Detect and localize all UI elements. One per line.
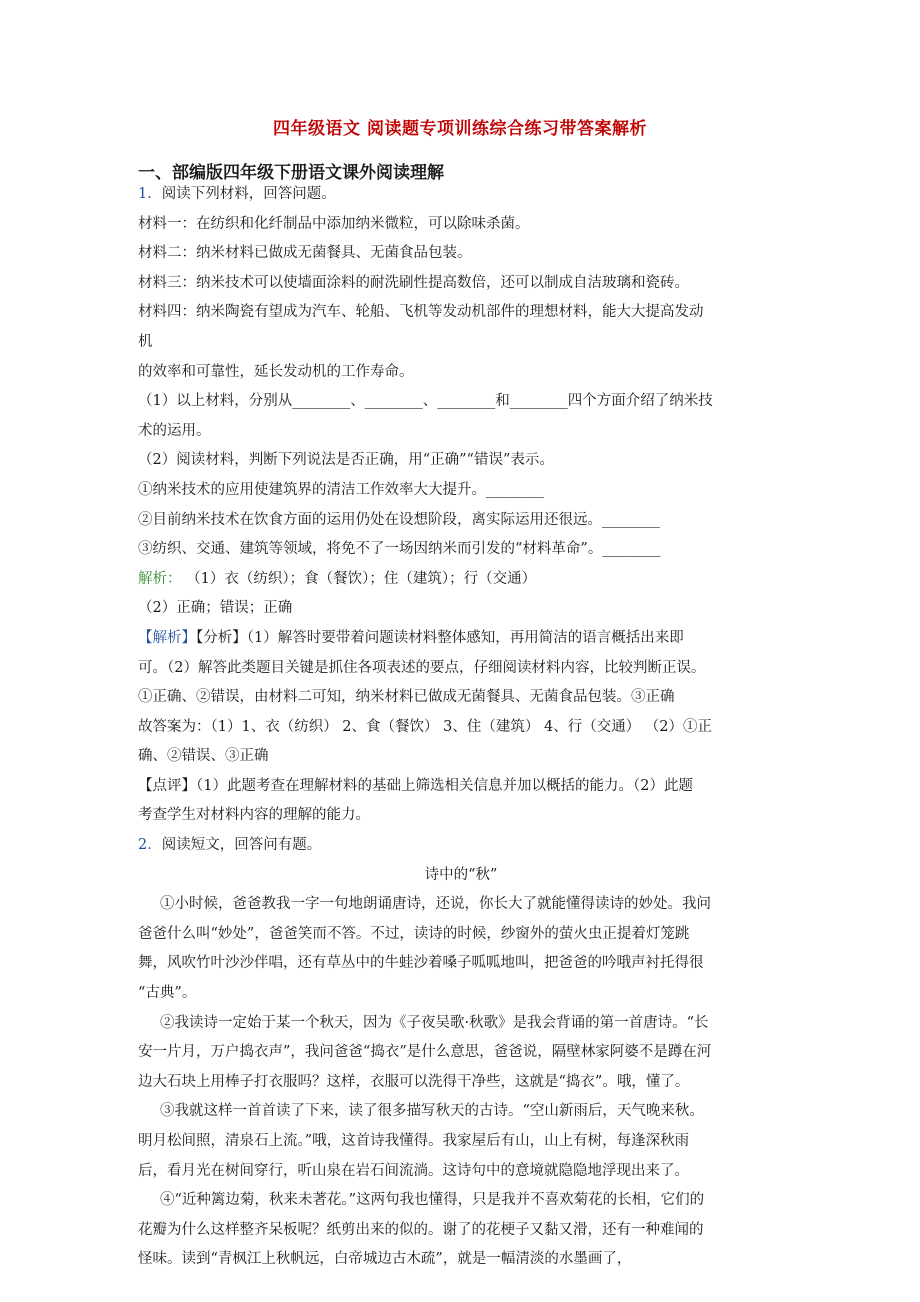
material-4-line-1: 材料四：纳米陶瓷有望成为汽车、轮船、飞机等发动机部件的理想材料，能大大提高发动 [138, 304, 704, 321]
answer-line-1 [138, 565, 784, 595]
question-1-stem [138, 180, 784, 210]
comment-line-2: 考查学生对材料内容的理解的能力。 [138, 807, 370, 824]
answer-line-2: （2）正确；错误；正确 [138, 600, 293, 617]
analysis-line-1 [138, 624, 784, 654]
analysis-text: 【分析】（1）解答时要带着问题读材料整体感知，再用简洁的语言概括出来即 [196, 629, 684, 646]
material-4-line-2: 机 [138, 333, 153, 350]
paragraph-2-line-1: ②我读诗一定始于某一个秋天，因为《子夜吴歌·秋歌》是我会背诵的第一首唐诗。“长 [160, 1014, 709, 1031]
question-number: 1． [138, 186, 162, 202]
analysis-line-3: ①正确、②错误，由材料二可知，纳米材料已做成无菌餐具、无菌食品包装。③正确 [138, 689, 675, 706]
paragraph-4-line-2: 花瓣为什么这样整齐呆板呢？纸剪出来的似的。谢了的花梗子又黏又滑，还有一种难闻的 [138, 1221, 704, 1238]
paragraph-4-line-3: 怪味。读到“青枫江上秋帆远，白帝城边古木疏”，就是一幅清淡的水墨画了， [138, 1251, 632, 1268]
document-body [138, 180, 784, 1275]
paragraph-1-line-2: 爸爸什么叫“妙处”，爸爸笑而不答。不过，读诗的时候，纱窗外的萤火虫正提着灯笼跳 [138, 925, 690, 942]
judge-item-3: ③纺织、交通、建筑等领域，将免不了一场因纳米而引发的“材料革命”。________ [138, 541, 661, 558]
analysis-tag: 【解析】 [138, 629, 196, 646]
question-text: 阅读短文，回答问有题。 [161, 837, 322, 854]
article-title: 诗中的“秋” [424, 866, 498, 883]
question-number: 2． [138, 837, 162, 854]
analysis-line-2: 可。（2）解答此类题目关键是抓住各项表述的要点，仔细阅读材料内容，比较判断正误。 [138, 659, 706, 676]
paragraph-1-line-3: 舞，风吹竹叶沙沙伴唱，还有草丛中的牛蛙沙着嗓子呱呱地叫，把爸爸的吟哦声衬托得很 [138, 955, 704, 972]
paragraph-1-line-1: ①小时候，爸爸教我一字一句地朗诵唐诗，还说，你长大了就能懂得读诗的妙处。我问 [160, 896, 711, 913]
material-1: 材料一：在纺织和化纤制品中添加纳米微粒，可以除味杀菌。 [138, 215, 530, 232]
judge-item-1: ①纳米技术的应用使建筑界的清洁工作效率大大提升。________ [138, 481, 544, 498]
material-4-line-3: 的效率和可靠性，延长发动机的工作寿命。 [138, 363, 414, 380]
paragraph-4-line-1: ④“近种篱边菊，秋来未著花。”这两句我也懂得，只是我并不喜欢菊花的长相，它们的 [160, 1192, 705, 1209]
sub-question-2: （2）阅读材料，判断下列说法是否正确，用“正确”“错误”表示。 [138, 452, 554, 469]
judge-item-2: ②目前纳米技术在饮食方面的运用仍处在设想阶段，离实际运用还很远。________ [138, 511, 660, 528]
sub-question-1-line-1: （1）以上材料，分别从________、________、________和________四个方面介绍了纳米技 [138, 393, 713, 410]
paragraph-1-line-4: “古典”。 [138, 985, 197, 1002]
paragraph-3-line-1: ③我就这样一首首读了下来，读了很多描写秋天的古诗。“空山新雨后，天气晚来秋。 [160, 1103, 704, 1120]
document-title: 四年级语文 阅读题专项训练综合练习带答案解析 [273, 119, 647, 139]
question-text: 阅读下列材料，回答问题。 [161, 186, 336, 202]
answer-label: 解析： [138, 570, 182, 587]
section-heading: 一、部编版四年级下册语文课外阅读理解 [138, 163, 444, 183]
sub-question-1-line-2: 术的运用。 [138, 422, 211, 439]
comment-line-1: 【点评】（1）此题考查在理解材料的基础上筛选相关信息并加以概括的能力。（2）此题 [138, 777, 693, 794]
analysis-line-5: 确、②错误、③正确 [138, 748, 269, 765]
paragraph-3-line-2: 明月松间照，清泉石上流。”哦，这首诗我懂得。我家屋后有山，山上有树，每逢深秋雨 [138, 1133, 690, 1149]
material-3: 材料三：纳米技术可以使墙面涂料的耐洗刷性提高数倍，还可以制成自洁玻璃和瓷砖。 [138, 274, 689, 291]
paragraph-2-line-3: 边大石块上用棒子打衣服吗？这样，衣服可以洗得干净些，这就是“捣衣”。哦，懂了。 [138, 1073, 690, 1090]
paragraph-2-line-2: 安一片月，万户捣衣声”，我问爸爸“捣衣”是什么意思，爸爸说，隔壁林家阿婆不是蹲在河 [138, 1044, 712, 1061]
analysis-line-4: 故答案为：（1）1、衣（纺织） 2、食（餐饮） 3、住（建筑） 4、行（交通） （2）①正 [138, 718, 713, 735]
question-2-stem [138, 831, 784, 861]
material-2: 材料二：纳米材料已做成无菌餐具、无菌食品包装。 [138, 245, 472, 262]
answer-text: （1）衣（纺织）；食（餐饮）；住（建筑）；行（交通） [186, 570, 537, 587]
paragraph-3-line-3: 后，看月光在树间穿行，听山泉在岩石间流淌。这诗句中的意境就隐隐地浮现出来了。 [138, 1162, 689, 1179]
